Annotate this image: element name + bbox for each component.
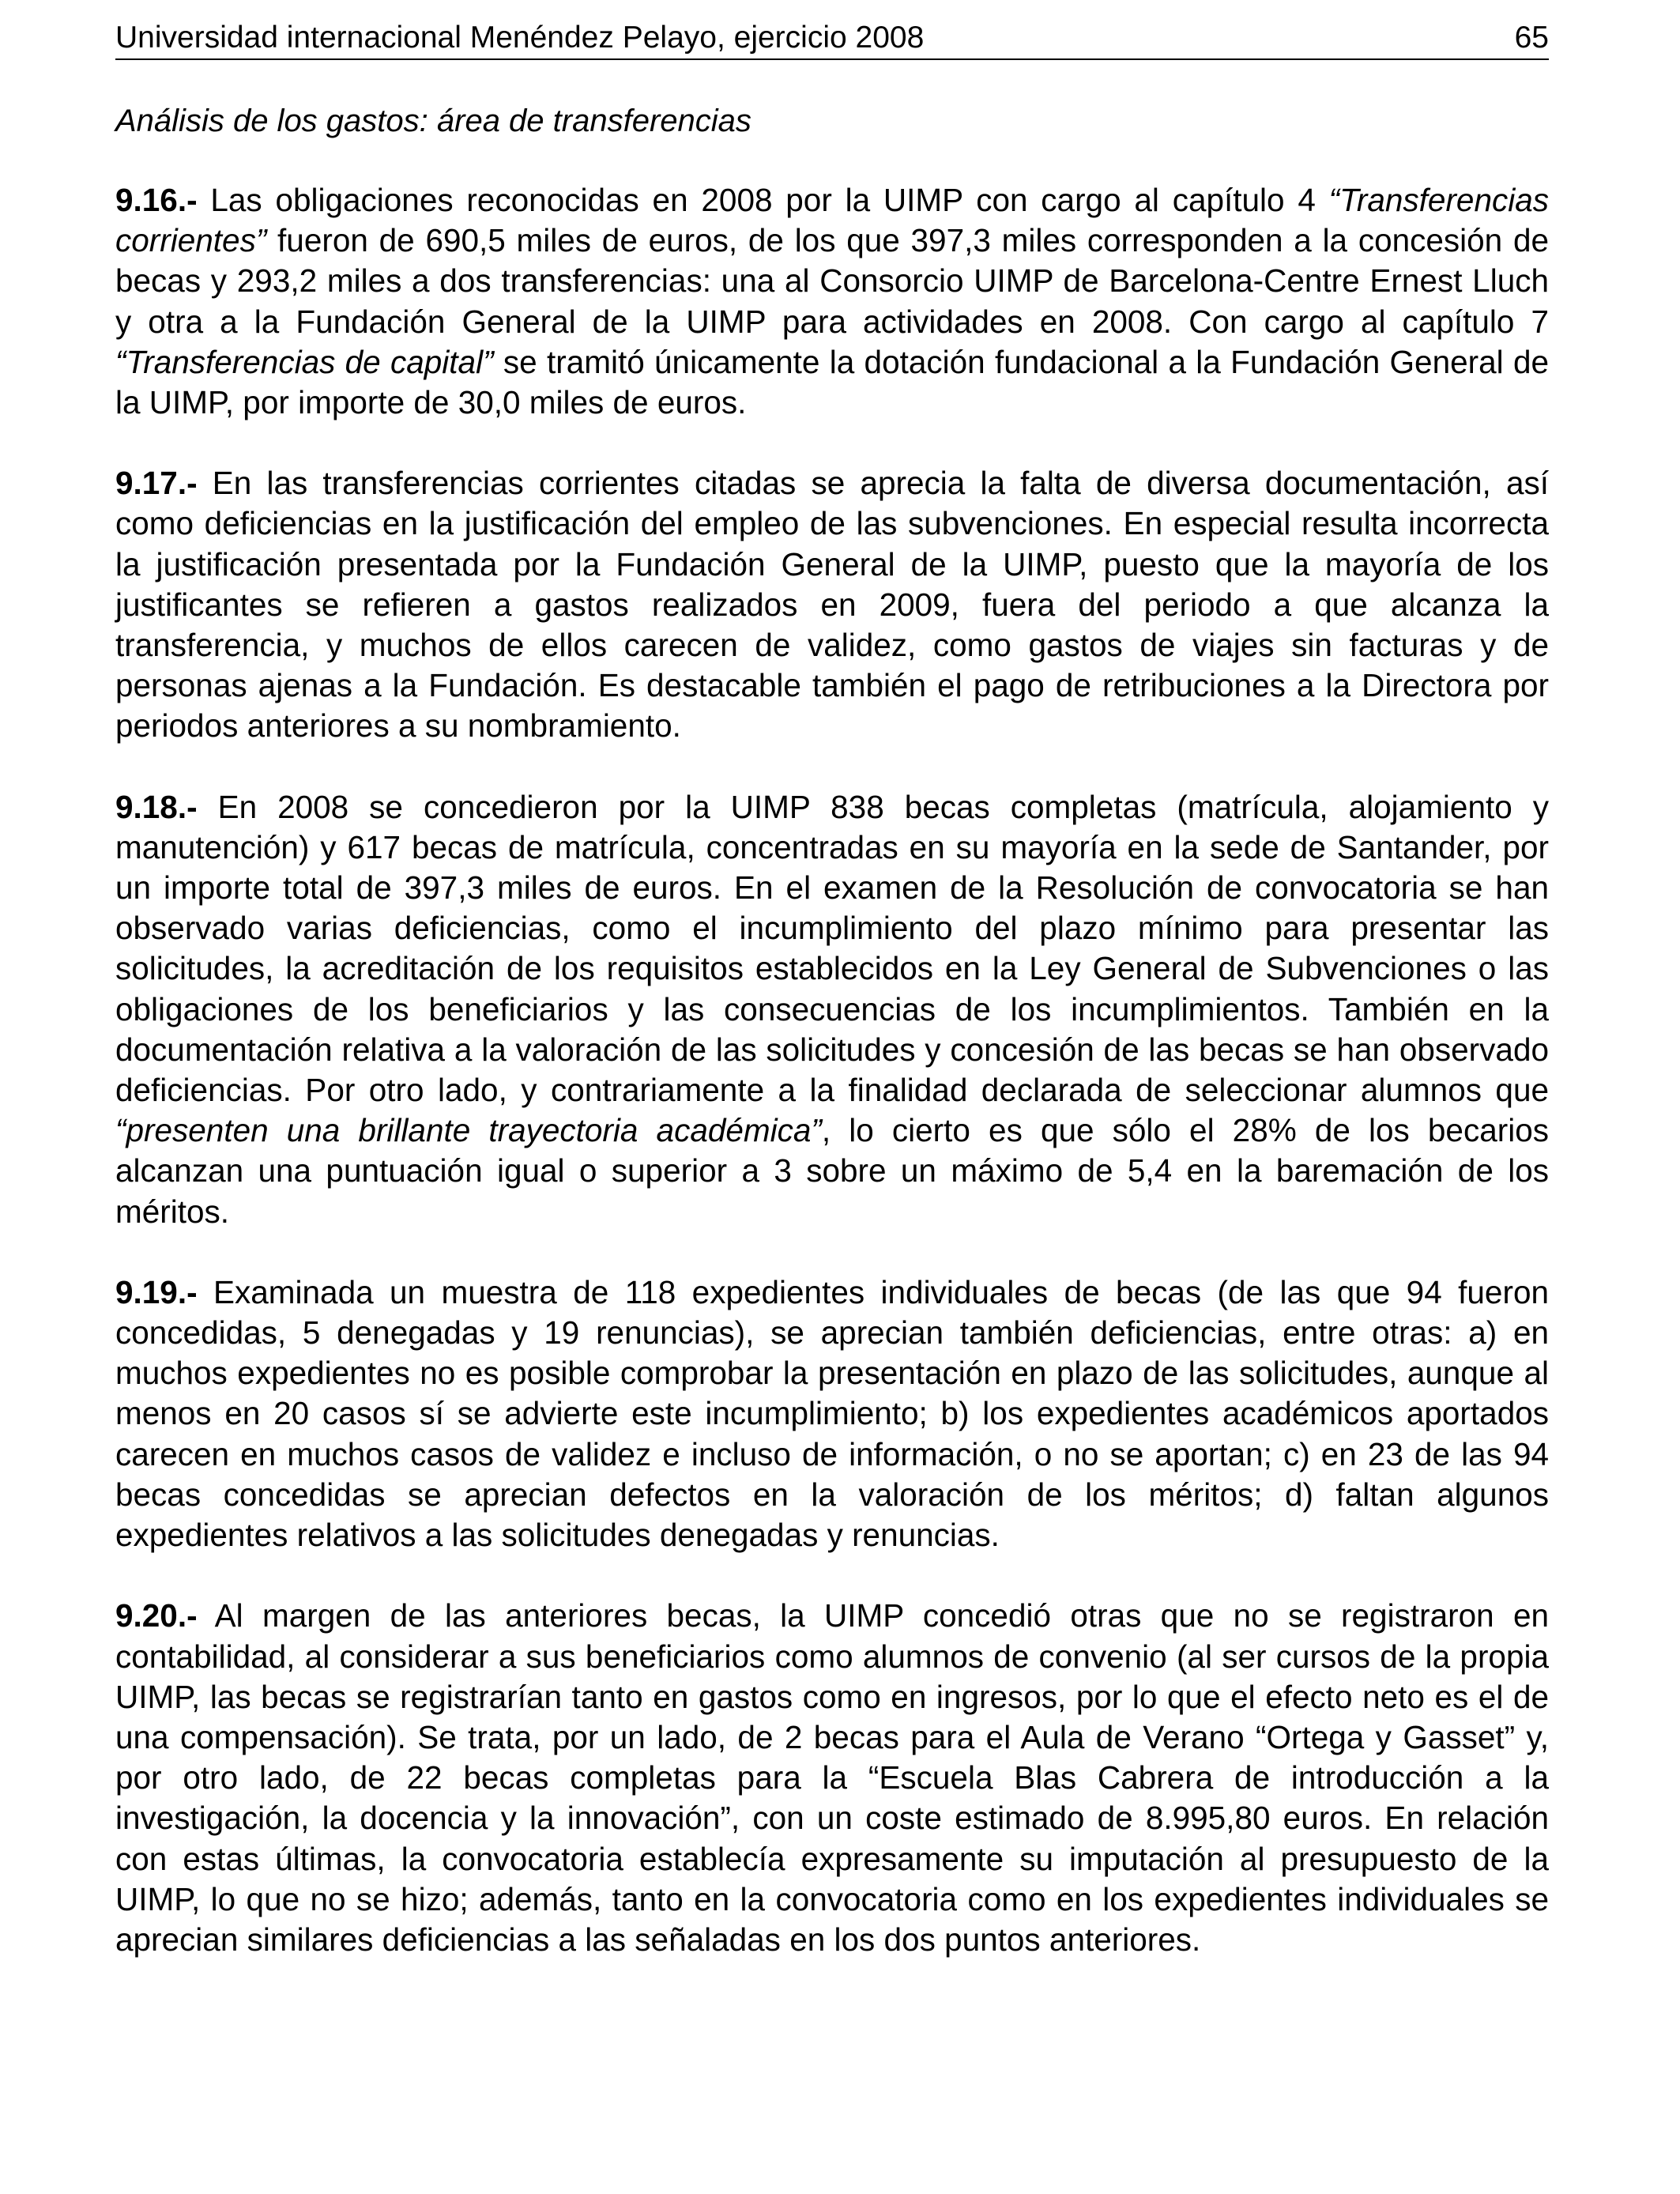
paragraph-number: 9.17.-: [115, 465, 198, 502]
paragraph-9-19: [115, 1272, 1549, 1555]
header-title: Universidad internacional Menéndez Pelayo, ejercicio 2008: [115, 21, 925, 55]
paragraph-number: 9.18.-: [115, 788, 198, 825]
paragraph-9-17: [115, 463, 1549, 746]
page-number: 65: [1514, 21, 1549, 55]
paragraph-number: 9.16.-: [115, 182, 198, 218]
paragraph-text: En las transferencias corrientes citadas se aprecia la falta de diversa documentación, así como deficiencias en la justificación del empleo de las subvenciones. En especial resulta incorrecta la justificación presentada por la Fundación General de la UIMP, puesto que la mayoría de los justificantes se refieren a gastos realizados en 2009, fuera del periodo a que alcanza la transferencia, y muchos de ellos carecen de validez, como gastos de viajes sin facturas y de personas ajenas a la Fundación. Es destacable también el pago de retribuciones a la Directora por periodos anteriores a su nombramiento.: [115, 465, 1549, 745]
paragraph-number: 9.20.-: [115, 1597, 198, 1634]
paragraph-9-16: [115, 180, 1549, 423]
paragraph-number: 9.19.-: [115, 1273, 198, 1310]
paragraph-quote: “Transferencias corrientes”: [115, 182, 1549, 259]
page-header: [115, 17, 1549, 60]
paragraph-9-20: [115, 1596, 1549, 1960]
paragraph-text: , lo cierto es que sólo el 28% de los becarios alcanzan una puntuación igual o superior a 3 sobre un máximo de 5,4 en la baremación de los méritos.: [115, 1112, 1549, 1230]
document-body: [115, 180, 1549, 2000]
paragraph-quote: “presenten una brillante trayectoria académica”: [115, 1112, 822, 1149]
section-title: Análisis de los gastos: área de transferencias: [115, 104, 751, 138]
paragraph-text: Las obligaciones reconocidas en 2008 por la UIMP con cargo al capítulo 4: [197, 182, 1329, 218]
paragraph-text: En 2008 se concedieron por la UIMP 838 becas completas (matrícula, alojamiento y manutención) y 617 becas de matrícula, concentradas en su mayoría en la sede de Santander, por un importe total de 397,3 miles de euros. En el examen de la Resolución de convocatoria se han observado varias deficiencias, como el incumplimiento del plazo mínimo para presentar las solicitudes, la acreditación de los requisitos establecidos en la Ley General de Subvenciones o las obligaciones de los beneficiarios y las consecuencias de los incumplimientos. También en la documentación relativa a la valoración de las solicitudes y concesión de las becas se han observado deficiencias. Por otro lado, y contrariamente a la finalidad declarada de seleccionar alumnos que: [115, 788, 1549, 1109]
paragraph-text: se tramitó únicamente la dotación fundacional a la Fundación General de la UIMP, por importe de 30,0 miles de euros.: [115, 343, 1549, 421]
paragraph-text: Examinada un muestra de 118 expedientes individuales de becas (de las que 94 fueron concedidas, 5 denegadas y 19 renuncias), se aprecian también deficiencias, entre otras: a) en muchos expedientes no es posible comprobar la presentación en plazo de las solicitudes, aunque al menos en 20 casos sí se advierte este incumplimiento; b) los expedientes académicos aportados carecen en muchos casos de validez e incluso de información, o no se aportan; c) en 23 de las 94 becas concedidas se aprecian defectos en la valoración de los méritos; d) faltan algunos expedientes relativos a las solicitudes denegadas y renuncias.: [115, 1273, 1549, 1554]
paragraph-quote: “Transferencias de capital”: [115, 343, 494, 380]
paragraph-text: Al margen de las anteriores becas, la UIMP concedió otras que no se registraron en contabilidad, al considerar a sus beneficiarios como alumnos de convenio (al ser cursos de la propia UIMP, las becas se registrarían tanto en gastos como en ingresos, por lo que el efecto neto es el de una compensación). Se trata, por un lado, de 2 becas para el Aula de Verano “Ortega y Gasset” y, por otro lado, de 22 becas completas para la “Escuela Blas Cabrera de introducción a la investigación, la docencia y la innovación”, con un coste estimado de 8.995,80 euros. En relación con estas últimas, la convocatoria establecía expresamente su imputación al presupuesto de la UIMP, lo que no se hizo; además, tanto en la convocatoria como en los expedientes individuales se aprecian similares deficiencias a las señaladas en los dos puntos anteriores.: [115, 1597, 1549, 1958]
paragraph-text: fueron de 690,5 miles de euros, de los que 397,3 miles corresponden a la concesión de becas y 293,2 miles a dos transferencias: una al Consorcio UIMP de Barcelona-Centre Ernest Lluch y otra a la Fundación General de la UIMP para actividades en 2008. Con cargo al capítulo 7: [115, 222, 1549, 340]
paragraph-9-18: [115, 787, 1549, 1232]
